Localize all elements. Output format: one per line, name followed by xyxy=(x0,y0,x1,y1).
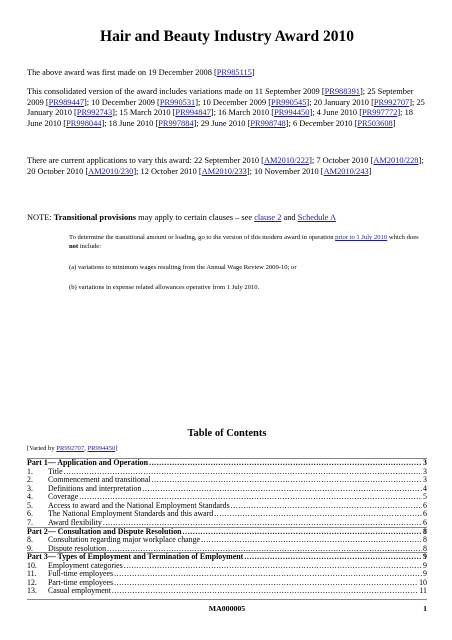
varied-by: [Varied by PR992707, PR994450] xyxy=(27,445,118,452)
pr985115-link[interactable]: PR985115 xyxy=(216,68,252,77)
toc-entry-page: 10 xyxy=(419,577,427,587)
toc-entry-page: 6 xyxy=(423,500,427,510)
consolidated-separator: ]; 10 December 2009 [ xyxy=(84,97,160,107)
toc-entry-label: Consultation regarding major workplace change xyxy=(48,535,201,545)
applications-separator: ]; 20 October 2010 [ xyxy=(27,156,424,176)
consolidated-paragraph xyxy=(27,87,427,129)
award-title: Hair and Beauty Industry Award 2010 xyxy=(100,28,354,45)
toc-entry-page: 6 xyxy=(423,509,427,519)
toc-title: Table of Contents xyxy=(187,428,267,439)
toc-part-divider xyxy=(27,552,427,553)
toc-entry[interactable] xyxy=(27,485,427,494)
consolidated-separator: ]; 16 March 2010 [ xyxy=(210,108,275,118)
page-footer xyxy=(27,604,427,616)
note-middle: may apply to certain clauses – see xyxy=(136,213,255,222)
toc-entry-label: The National Employment Standards and this award xyxy=(48,509,214,519)
toc-leader-dots xyxy=(124,562,422,571)
consolidated-separator: ]; 25 January 2010 [ xyxy=(27,97,425,118)
note-detail-item-a: (a) variations to minimum wages resulting from the Annual Wage Review 2009-10; or xyxy=(69,264,297,271)
toc-entry-page: 9 xyxy=(423,569,427,579)
toc-leader-dots xyxy=(183,528,423,537)
note-detail-item-b: (b) variations in expense related allowances operative from 1 July 2010. xyxy=(69,284,260,291)
applications-separator: ]; 12 October 2010 [ xyxy=(133,166,202,176)
toc-entry-page: 8 xyxy=(423,526,427,536)
pr992707-link[interactable]: PR992707 xyxy=(56,445,85,452)
pr990531-link[interactable]: PR990531 xyxy=(159,97,196,107)
toc-leader-dots xyxy=(142,485,422,494)
consolidated-separator: ]; 15 March 2010 [ xyxy=(112,108,176,118)
prior-to-1-july-2010-link[interactable]: prior to 1 July 2010 xyxy=(335,234,388,241)
toc-entry-number: 8. xyxy=(27,535,33,545)
toc-entry-label: Part 2— Consultation and Dispute Resolution xyxy=(27,526,182,536)
toc-leader-dots xyxy=(149,459,422,468)
toc-entry-number: 9. xyxy=(27,543,33,553)
applications-text: There are current applications to vary this award: 22 September 2010 [ xyxy=(27,156,264,165)
toc-entry-number: 5. xyxy=(27,500,33,510)
toc-entry-number: 12. xyxy=(27,577,37,587)
toc-entry-number: 3. xyxy=(27,483,33,493)
toc-entry[interactable] xyxy=(27,587,427,596)
consolidated-separator: ]; 18 June 2010 [ xyxy=(101,118,159,128)
toc-entry-label: Part 3— Types of Employment and Termination of Employment xyxy=(27,552,244,562)
consolidated-separator: ] xyxy=(392,118,396,128)
toc-leader-dots xyxy=(114,579,418,588)
page-number: 1 xyxy=(423,604,427,613)
am2010-243-link[interactable]: AM2010/243 xyxy=(323,166,369,176)
toc-entry-page: 9 xyxy=(423,560,427,570)
toc-entry-page: 8 xyxy=(423,535,427,545)
consolidated-separator: ]; 20 January 2010 [ xyxy=(306,97,374,107)
pr998748-link[interactable]: PR998748 xyxy=(250,118,286,128)
toc-entry-label: Casual employment xyxy=(48,586,111,596)
toc-leader-dots xyxy=(112,587,418,596)
consolidated-text: This consolidated version of the award includes variations made on 11 September 2009 [ xyxy=(27,87,325,96)
toc-entry-label: Title xyxy=(48,466,63,476)
toc-entry-number: 11. xyxy=(27,569,37,579)
toc-entry-page: 3 xyxy=(423,475,427,485)
footer-divider xyxy=(27,599,427,600)
toc-entry-page: 4 xyxy=(423,483,427,493)
toc-entry-page: 3 xyxy=(423,466,427,476)
schedule-a-link[interactable]: Schedule A xyxy=(297,213,337,222)
toc-entry-number: 4. xyxy=(27,492,33,502)
note-and: and xyxy=(281,213,298,222)
note-bold: Transitional provisions xyxy=(53,213,137,222)
toc-leader-dots xyxy=(244,553,422,562)
toc-entry-number: 13. xyxy=(27,586,37,596)
toc-part-divider xyxy=(27,458,427,459)
toc-part-divider xyxy=(27,527,427,528)
consolidated-separator: ]; 18 June 2010 [ xyxy=(27,108,413,128)
pr994450-link[interactable]: PR994450 xyxy=(274,108,310,118)
note-detail-intro: To determine the transitional amount or loading, go to the version of this modern award in operation prior to 1 July 2010 which does not include: xyxy=(69,234,419,250)
pr994847-link[interactable]: PR994847 xyxy=(175,108,211,118)
pr992743-link[interactable]: PR992743 xyxy=(76,108,113,118)
pr994450-link[interactable]: PR994450 xyxy=(87,445,116,452)
am2010-228-link[interactable]: AM2010/228 xyxy=(373,156,419,165)
toc-entry-page: 5 xyxy=(423,492,427,502)
toc-entry-label: Full-time employees xyxy=(48,569,114,579)
toc-entry-page: 6 xyxy=(423,517,427,527)
am2010-233-link[interactable]: AM2010/233 xyxy=(201,166,247,176)
toc-entry-number: 10. xyxy=(27,560,37,570)
pr988391-link[interactable]: PR988391 xyxy=(324,87,360,96)
consolidated-separator: ]; 4 June 2010 [ xyxy=(309,108,363,118)
toc-entry-page: 11 xyxy=(419,586,427,596)
first-made-text: The above award was first made on 19 December 2008 [ xyxy=(27,68,217,77)
applications-separator: ]; 7 October 2010 [ xyxy=(309,156,374,165)
toc-entry-label: Coverage xyxy=(48,492,79,502)
toc-entry-label: Dispute resolution xyxy=(48,543,107,553)
pr503608-link[interactable]: PR503608 xyxy=(357,118,393,128)
am2010-222-link[interactable]: AM2010/222 xyxy=(263,156,310,165)
consolidated-separator: ]; 25 September 2009 [ xyxy=(27,87,414,107)
toc-leader-dots xyxy=(231,502,422,511)
toc-entry-number: 7. xyxy=(27,517,33,527)
award-code: MA000005 xyxy=(208,604,246,613)
toc-leader-dots xyxy=(152,476,422,485)
toc-entry-label: Award flexibility xyxy=(48,517,102,527)
applications-paragraph xyxy=(27,156,427,177)
toc-entry-page: 3 xyxy=(423,458,427,467)
note-prefix: NOTE: xyxy=(27,213,54,222)
first-made-paragraph xyxy=(27,68,427,79)
first-made-suffix: ] xyxy=(251,68,255,77)
applications-separator: ] xyxy=(368,166,372,176)
pr997772-link[interactable]: PR997772 xyxy=(362,108,398,118)
am2010-230-link[interactable]: AM2010/230 xyxy=(88,166,134,176)
toc-entry-label: Employment categories xyxy=(48,560,123,570)
toc-part-heading[interactable] xyxy=(27,459,427,468)
pr998044-link[interactable]: PR998044 xyxy=(66,118,102,128)
consolidated-separator: ]; 29 June 2010 [ xyxy=(193,118,251,128)
pr990545-link[interactable]: PR990545 xyxy=(271,97,307,107)
toc-entry-label: Commencement and transitional xyxy=(48,475,151,485)
applications-separator: ]; 10 November 2010 [ xyxy=(246,166,324,176)
transitional-note xyxy=(27,213,427,224)
toc-entry-label: Part 1— Application and Operation xyxy=(27,458,148,467)
pr997884-link[interactable]: PR997884 xyxy=(158,118,194,128)
toc-leader-dots xyxy=(214,510,422,519)
toc-entry-page: 8 xyxy=(423,543,427,553)
toc-entry-page: 9 xyxy=(423,552,427,562)
consolidated-separator: ]; 10 December 2009 [ xyxy=(195,97,272,107)
clause-2-link[interactable]: clause 2 xyxy=(254,213,282,222)
toc-entry-label: Access to award and the National Employment Standards xyxy=(48,500,230,510)
pr992707-link[interactable]: PR992707 xyxy=(373,97,410,107)
toc-entry-label: Part-time employees xyxy=(48,577,114,587)
toc-entry-label: Definitions and interpretation xyxy=(48,483,142,493)
toc-entry-number: 6. xyxy=(27,509,33,519)
pr989447-link[interactable]: PR989447 xyxy=(48,97,85,107)
toc-entry-number: 2. xyxy=(27,475,33,485)
toc-leader-dots xyxy=(114,570,422,579)
consolidated-separator: ]; 6 December 2010 [ xyxy=(285,118,358,128)
toc-leader-dots xyxy=(201,536,422,545)
toc-entry-number: 1. xyxy=(27,466,33,476)
